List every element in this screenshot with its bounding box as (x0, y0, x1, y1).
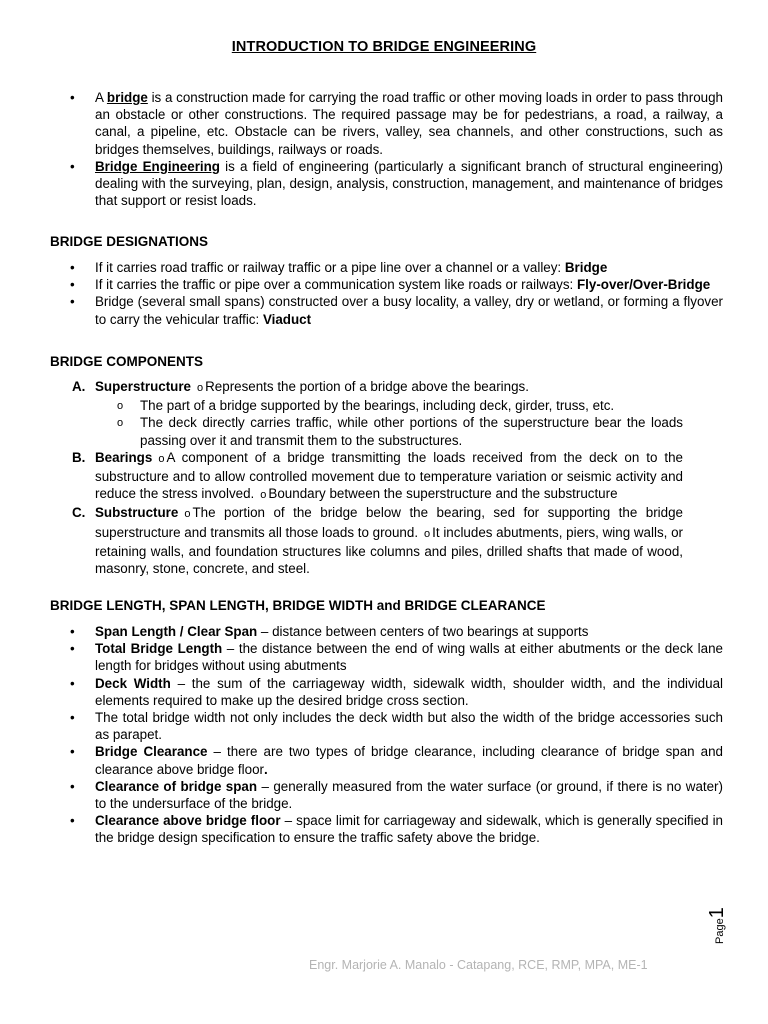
bullet-icon: • (70, 158, 75, 174)
list-item: • Total Bridge Length – the distance between the end of wing walls at either abutments or the deck lane length for bridges without using abutments (70, 641, 723, 674)
circle-bullet-icon: o (197, 382, 204, 394)
intro-list (50, 89, 723, 209)
term-bridge-engineering: Bridge Engineering (95, 158, 220, 174)
bullet-icon: • (70, 710, 75, 726)
bullet-icon: • (70, 744, 75, 760)
list-item: o The deck directly carries traffic, while other portions of the superstructure bear the loads passing over it and transmit them to the substructures. (117, 415, 683, 448)
page-label: Page (714, 918, 726, 944)
list-item: • Span Length / Clear Span – distance between centers of two bearings at supports (70, 624, 589, 639)
term-bridge: bridge (106, 90, 148, 105)
bullet-icon: • (70, 90, 75, 105)
list-item: • The total bridge width not only includes the deck width but also the width of the bridge accessories such as parapet. (70, 710, 723, 743)
bullet-icon: • (70, 294, 75, 310)
circle-bullet-icon: o (158, 452, 165, 465)
component-item-substructure: C. Substructure o The portion of the bridge below the bearing, sed for supporting the bridge superstructure and transmits all those loads to ground. o It includes abutments, piers, wing walls, or retaining walls, and foundation structures like columns and piles, drilled shafts that made of wood, masonry, stone, concrete, and steel. (72, 505, 683, 577)
list-item: • Bridge Engineering is a field of engineering (particularly a significant branch of structural engineering) dealing with the surveying, plan, design, analysis, construction, management, and maintenance of bridges that support or resist loads. (70, 158, 723, 209)
list-item: • Bridge (several small spans) constructed over a busy locality, a valley, dry or wetland, or forming a flyover to carry the vehicular traffic: Viaduct (70, 294, 723, 327)
list-item: • Deck Width – the sum of the carriageway width, sidewalk width, shoulder width, and the individual elements required to make up the desired bridge cross section. (70, 675, 723, 708)
document-title: INTRODUCTION TO BRIDGE ENGINEERING (231, 39, 537, 55)
circle-bullet-icon: o (117, 400, 124, 413)
circle-bullet-icon: o (260, 489, 267, 502)
page-number (706, 884, 726, 944)
bullet-icon: • (70, 260, 75, 275)
component-item-bearings: B. Bearings o A component of a bridge transmitting the loads received from the deck on to the substructure and to allow controlled movement due to temperature variation or seismic activity and reduce the stress involved. o Boundary between the superstructure and the substructure (72, 449, 683, 502)
component-subitems (50, 397, 683, 449)
section-heading-lengths: BRIDGE LENGTH, SPAN LENGTH, BRIDGE WIDTH and BRIDGE CLEARANCE (50, 598, 546, 613)
circle-bullet-icon: o (117, 417, 124, 430)
list-item: • If it carries the traffic or pipe over a communication system like roads or railways: Fly-over/Over-Bridge (70, 277, 711, 293)
circle-bullet-icon: o (184, 508, 191, 521)
bullet-icon: • (70, 778, 75, 794)
circle-bullet-icon: o (424, 527, 431, 540)
list-item: • If it carries road traffic or railway traffic or a pipe line over a channel or a valley: Bridge (70, 260, 608, 275)
component-item-superstructure: A. Superstructure o Represents the portion of a bridge above the bearings. (72, 379, 529, 394)
bullet-icon: • (70, 641, 75, 657)
list-item: • Bridge Clearance – there are two types of bridge clearance, including clearance of bridge span and clearance above bridge floor. (70, 744, 723, 777)
bullet-icon: • (70, 813, 75, 829)
section-heading-components: BRIDGE COMPONENTS (50, 354, 204, 369)
list-item: o The part of a bridge supported by the bearings, including deck, girder, truss, etc. (95, 397, 683, 414)
bullet-icon: • (70, 277, 75, 293)
list-item: • Clearance above bridge floor – space limit for carriageway and sidewalk, which is generally specified in the bridge design specification to ensure the traffic safety above the bridge. (70, 813, 723, 846)
section-heading-designations: BRIDGE DESIGNATIONS (50, 234, 209, 249)
bullet-icon: • (70, 624, 75, 639)
list-item: • A bridge is a construction made for carrying the road traffic or other moving loads in order to pass through an obstacle or other constructions. The required passage may be for pedestrians, a road, a railway, a canal, a pipeline, etc. Obstacle can be rivers, valley, sea channels, and other constructions, such as bridges themselves, buildings, railways or roads. (70, 90, 723, 157)
components-list (50, 378, 683, 577)
lengths-list (50, 623, 723, 847)
bullet-icon: • (70, 675, 75, 691)
designations-list (50, 259, 723, 328)
list-item: • Clearance of bridge span – generally measured from the water surface (or ground, if there is no water) to the undersurface of the bridge. (70, 778, 723, 812)
page-number-value: 1 (706, 907, 728, 919)
footer-author: Engr. Marjorie A. Manalo - Catapang, RCE, RMP, MPA, ME-1 (309, 958, 648, 972)
